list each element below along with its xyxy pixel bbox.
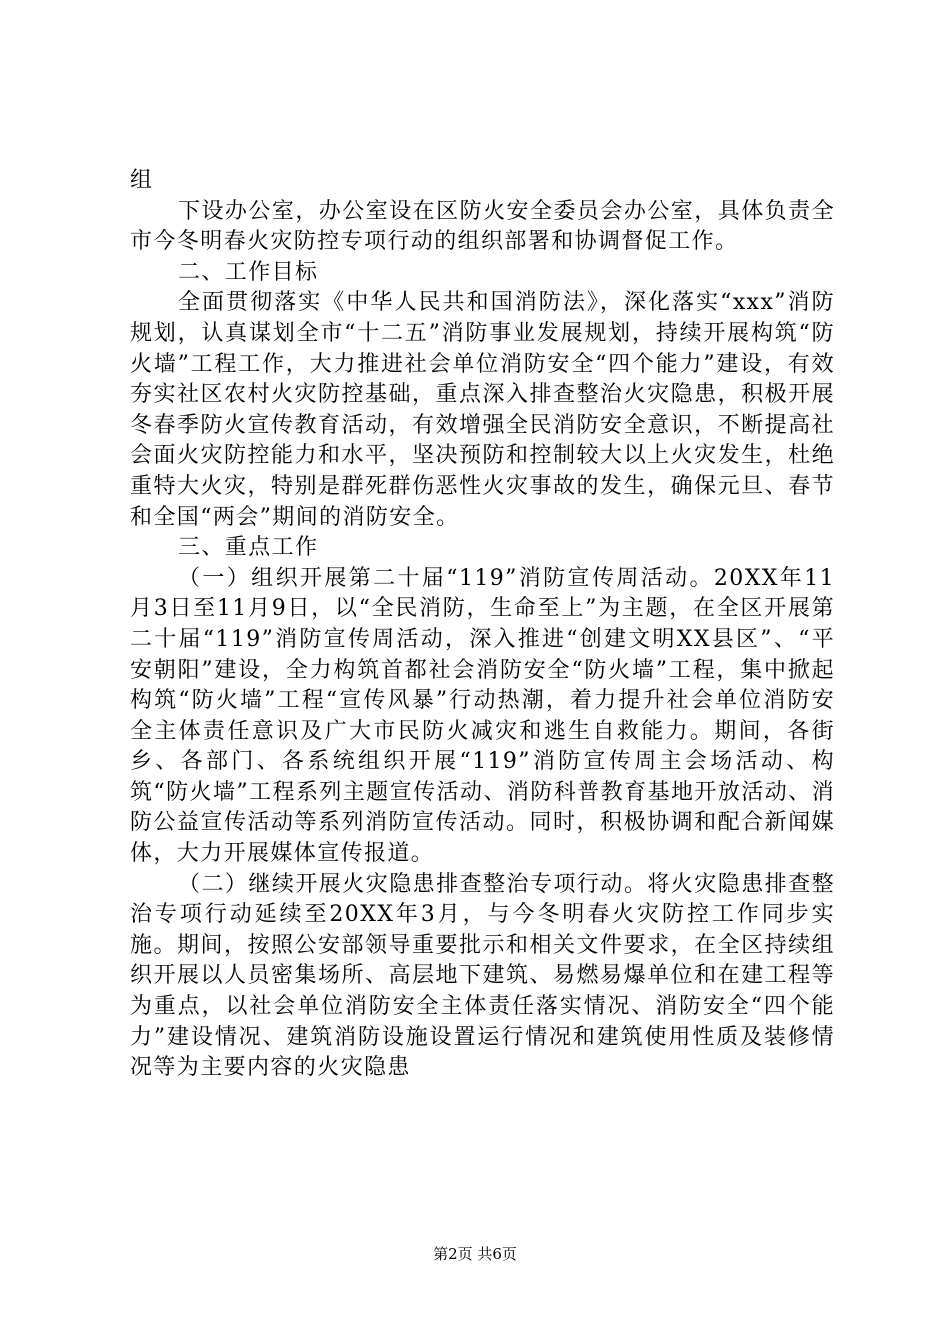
paragraph-fragment: 组 — [130, 168, 154, 193]
document-body — [130, 166, 835, 1084]
paragraph-office: 下设办公室，办公室设在区防火安全委员会办公室，具体负责全市今冬明春火灾防控专项行动的组织部署和协调督促工作。 — [130, 198, 835, 255]
section-heading-key-work: 三、重点工作 — [178, 535, 319, 561]
section-heading-goals: 二、工作目标 — [178, 259, 319, 285]
paragraph-key-work-2: （二）继续开展火灾隐患排查整治专项行动。将火灾隐患排查整治专项行动延续至20XX年3月，与今冬明春火灾防控工作同步实施。期间，按照公安部领导重要批示和相关文件要求，在全区持续组织开展以人员密集场所、高层地下建筑、易燃易爆单位和在建工程等为重点，以社会单位消防安全主体责任落实情况、消防安全“四个能力”建设情况、建筑消防设施设置运行情况和建筑使用性质及装修情况等为主要内容的火灾隐患 — [130, 871, 835, 1081]
paragraph-goals: 全面贯彻落实《中华人民共和国消防法》，深化落实“xxx”消防规划，认真谋划全市“十二五”消防事业发展规划，持续开展构筑“防火墙”工程工作，大力推进社会单位消防安全“四个能力”建设，有效夯实社区农村火灾防控基础，重点深入排查整治火灾隐患，积极开展冬春季防火宣传教育活动，有效增强全民消防安全意识，不断提高社会面火灾防控能力和水平，坚决预防和控制较大以上火灾发生，杜绝重特大火灾，特别是群死群伤恶性火灾事故的发生，确保元旦、春节和全国“两会”期间的消防安全。 — [130, 290, 835, 530]
page-footer: 第2页 共6页 — [433, 1245, 517, 1263]
paragraph-key-work-1: （一）组织开展第二十届“119”消防宣传周活动。20XX年11月3日至11月9日，以“全民消防，生命至上”为主题，在全区开展第二十届“119”消防宣传周活动，深入推进“创建文明XX县区”、“平安朝阳”建设，全力构筑首都社会消防安全“防火墙”工程，集中掀起构筑“防火墙”工程“宣传风暴”行动热潮，着力提升社会单位消防安全主体责任意识及广大市民防火减灾和逃生自救能力。期间，各街乡、各部门、各系统组织开展“119”消防宣传周主会场活动、构筑“防火墙”工程系列主题宣传活动、消防科普教育基地开放活动、消防公益宣传活动等系列消防宣传活动。同时，积极协调和配合新闻媒体，大力开展媒体宣传报道。 — [130, 565, 835, 867]
